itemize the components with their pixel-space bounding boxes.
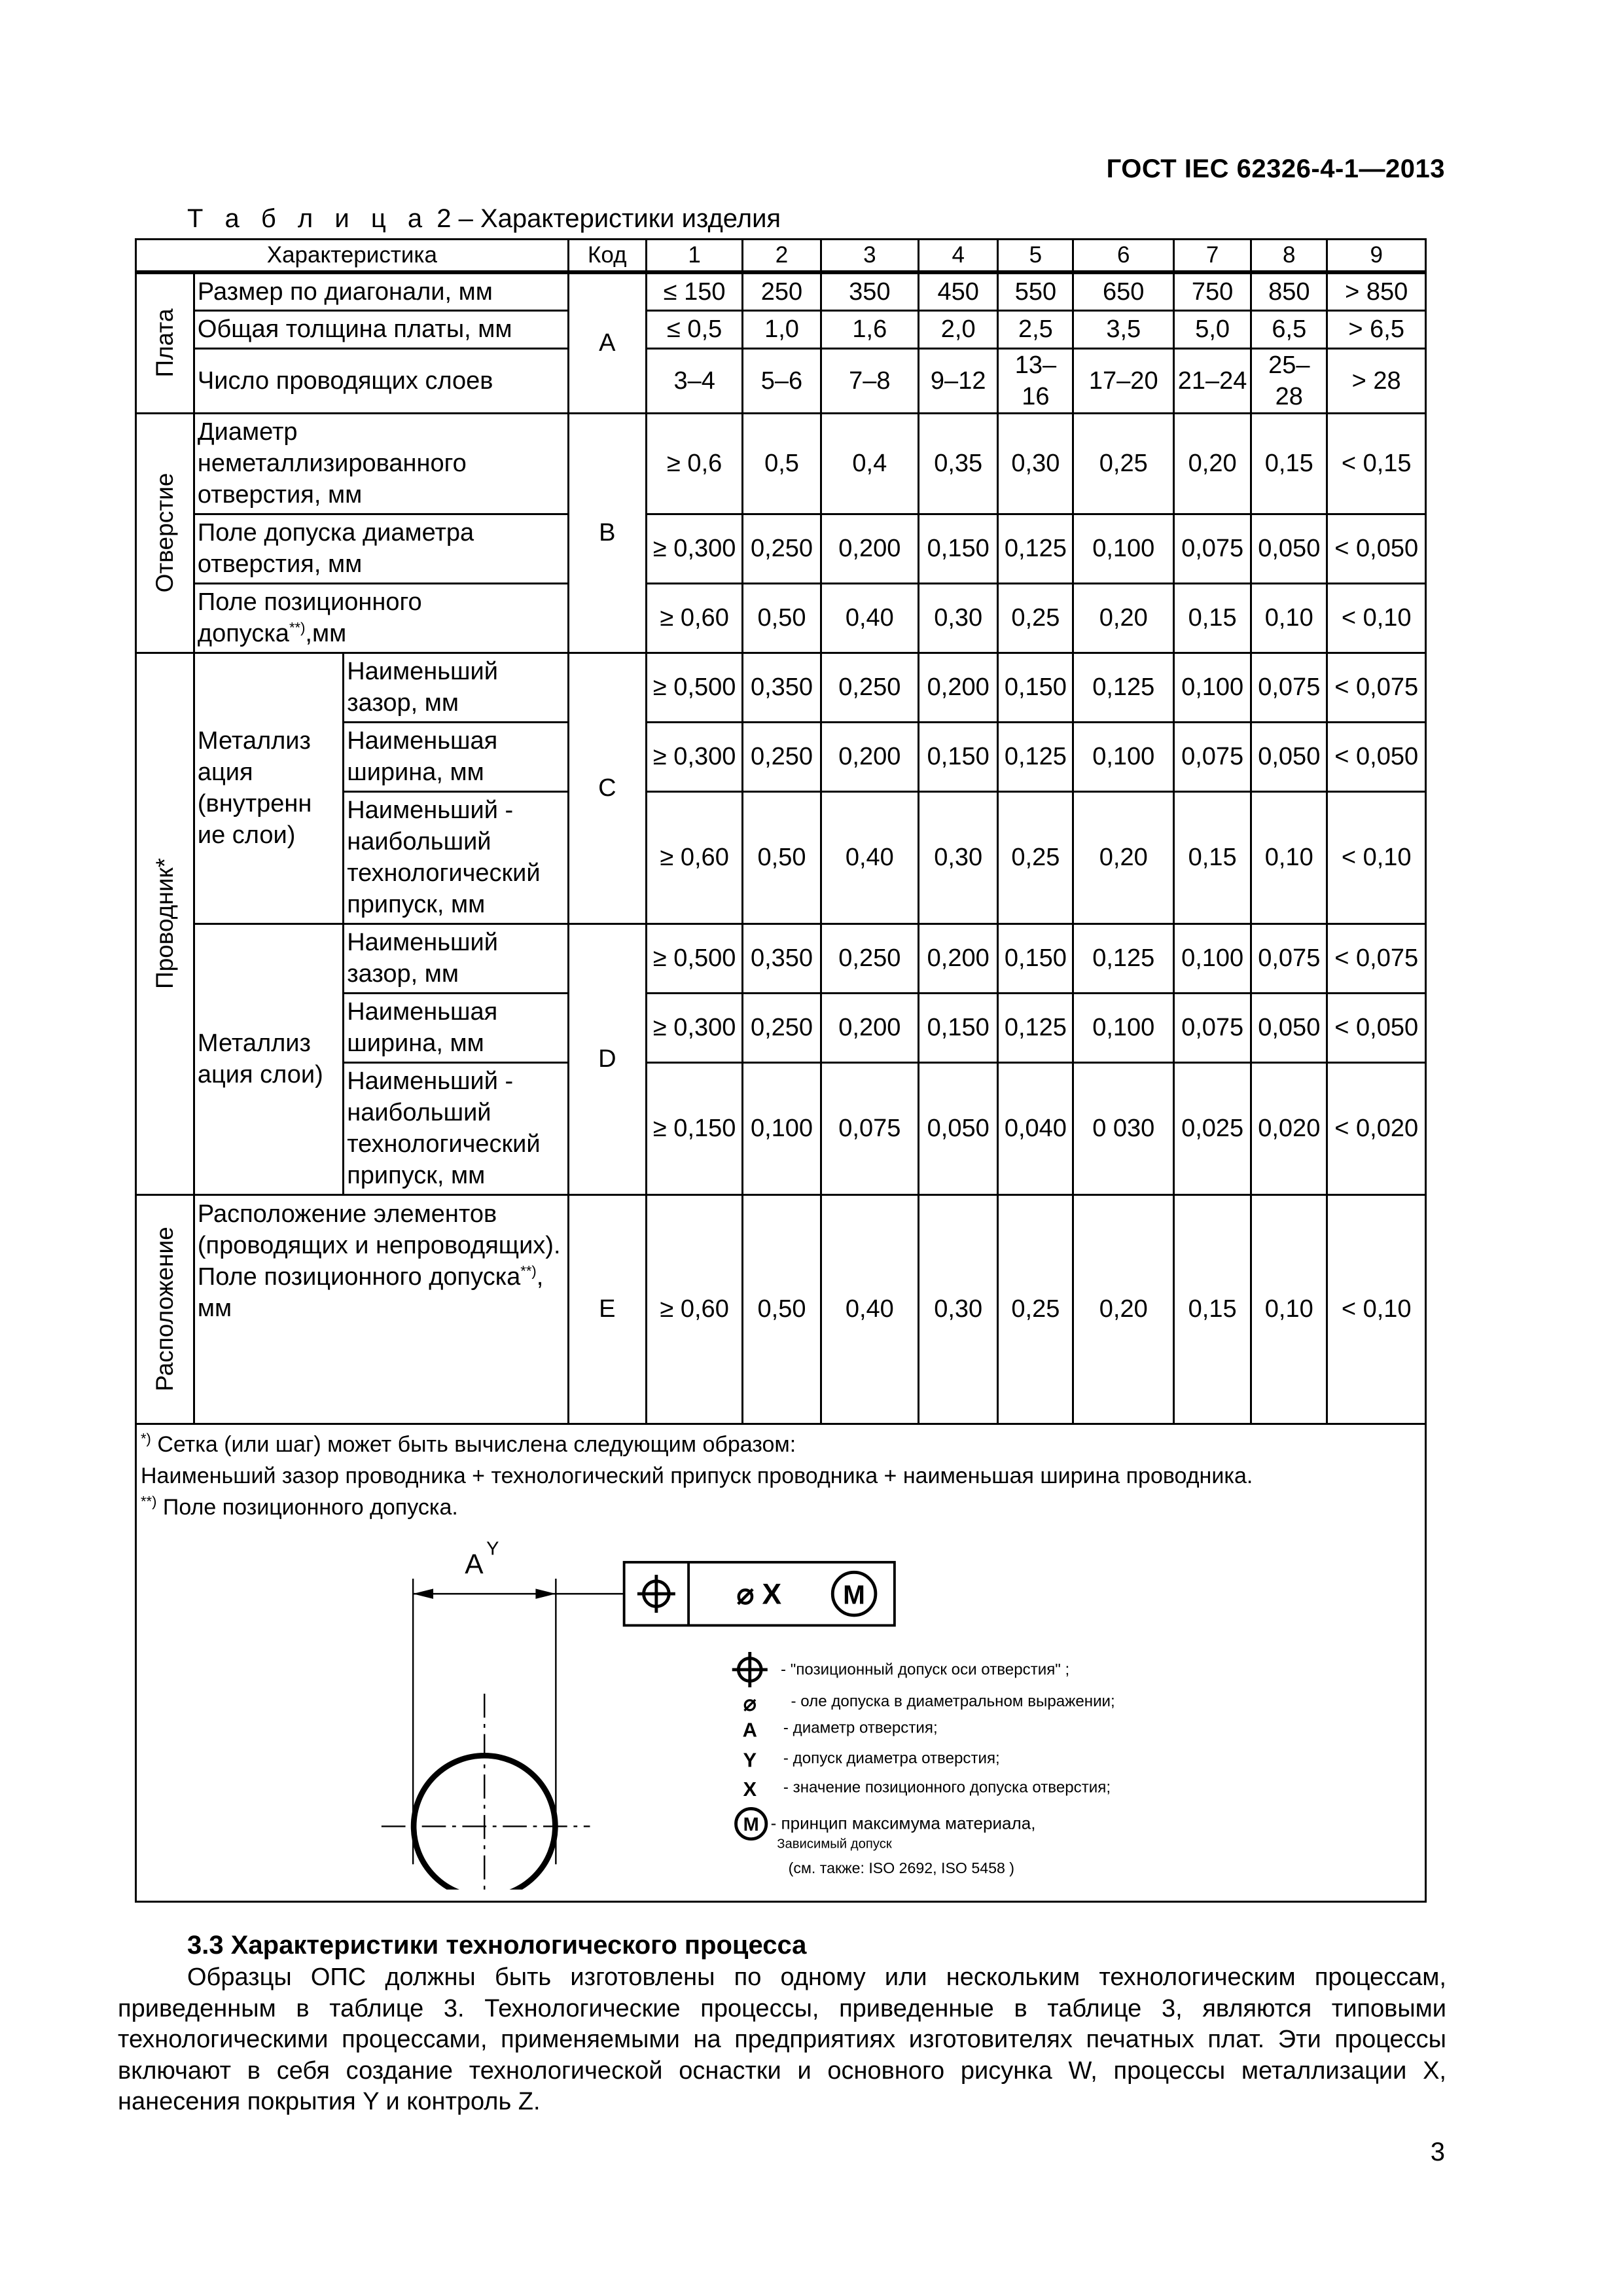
value-cell: 0,075: [1174, 722, 1251, 791]
legend-y-symbol: Y: [743, 1748, 757, 1772]
value-cell: 0,25: [998, 583, 1073, 653]
row-label: Расположение элементов (проводящих и непроводящих). Поле позиционного допуска**), мм: [194, 1194, 568, 1424]
value-cell: < 0,15: [1327, 413, 1426, 514]
value-cell: 0,30: [919, 791, 998, 924]
value-cell: 5–6: [743, 348, 821, 413]
value-cell: 0,050: [919, 1062, 998, 1194]
dimension-arrow-right: [535, 1588, 556, 1598]
legend-a-symbol: A: [742, 1717, 757, 1741]
value-cell: 2,5: [998, 310, 1073, 348]
value-cell: 0,250: [743, 722, 821, 791]
row-label: Общая толщина платы, мм: [194, 310, 568, 348]
group-label-placement: Расположение: [136, 1194, 194, 1424]
value-cell: 0,050: [1251, 514, 1327, 583]
header-level: 7: [1174, 240, 1251, 273]
dimension-label-a: A: [465, 1549, 484, 1580]
value-cell: 0,350: [743, 653, 821, 722]
value-cell: 0,125: [998, 993, 1073, 1062]
value-cell: 5,0: [1174, 310, 1251, 348]
group-label-conductor: Проводник*: [136, 653, 194, 1194]
value-cell: 0,200: [821, 993, 919, 1062]
value-cell: 0,020: [1251, 1062, 1327, 1194]
value-cell: 0,15: [1174, 791, 1251, 924]
value-cell: < 0,10: [1327, 1194, 1426, 1424]
dimension-arrow-left: [413, 1588, 433, 1598]
subgroup-label-inner: Металлиз ация (внутренн ие слои): [194, 653, 343, 924]
value-cell: 0,25: [998, 1194, 1073, 1424]
value-cell: 0,20: [1073, 1194, 1174, 1424]
header-level: 8: [1251, 240, 1327, 273]
value-cell: 0,125: [998, 514, 1073, 583]
footnotes-cell: [136, 1424, 1426, 1901]
value-cell: 25–28: [1251, 348, 1327, 413]
value-cell: < 0,050: [1327, 722, 1426, 791]
value-cell: < 0,075: [1327, 924, 1426, 993]
value-cell: < 0,10: [1327, 583, 1426, 653]
product-characteristics-table: [135, 238, 1427, 1903]
value-cell: 0,150: [919, 722, 998, 791]
row-label: Наименьший зазор, мм: [344, 653, 569, 722]
value-cell: ≥ 0,60: [646, 1194, 742, 1424]
row-label: Число проводящих слоев: [194, 348, 568, 413]
row-label: Наименьший - наибольший технологический припуск, мм: [344, 791, 569, 924]
value-cell: 0,50: [743, 791, 821, 924]
table-header-row: [136, 240, 1426, 273]
value-cell: 13–16: [998, 348, 1073, 413]
value-cell: 0,200: [821, 722, 919, 791]
footnote-1: *) Сетка (или шаг) может быть вычислена следующим образом:: [141, 1430, 796, 1457]
value-cell: ≥ 0,300: [646, 722, 742, 791]
header-level: 1: [646, 240, 742, 273]
value-cell: 0 030: [1073, 1062, 1174, 1194]
frame-modifier-m: M: [843, 1579, 865, 1610]
value-cell: > 28: [1327, 348, 1426, 413]
value-cell: 0,50: [743, 583, 821, 653]
legend-m-subtext: Зависимый допуск: [777, 1836, 892, 1851]
table-caption-title: – Характеристики изделия: [458, 204, 781, 233]
value-cell: 550: [998, 272, 1073, 310]
header-code: Код: [568, 240, 646, 273]
row-label: Поле позиционного допуска**),мм: [194, 583, 568, 653]
value-cell: 3–4: [646, 348, 742, 413]
legend-position-icon: [732, 1651, 768, 1687]
legend-m-symbol: M: [743, 1814, 759, 1835]
value-cell: 9–12: [919, 348, 998, 413]
value-cell: 6,5: [1251, 310, 1327, 348]
section-title: 3.3 Характеристики технологического процесса: [187, 1931, 807, 1960]
header-level: 9: [1327, 240, 1426, 273]
value-cell: < 0,050: [1327, 993, 1426, 1062]
group-label-hole: Отверстие: [136, 413, 194, 653]
value-cell: 0,075: [1251, 653, 1327, 722]
value-cell: ≤ 0,5: [646, 310, 742, 348]
value-cell: 0,4: [821, 413, 919, 514]
value-cell: 3,5: [1073, 310, 1174, 348]
value-cell: < 0,10: [1327, 791, 1426, 924]
position-symbol-icon: [637, 1575, 675, 1613]
value-cell: 0,25: [1073, 413, 1174, 514]
value-cell: 0,20: [1174, 413, 1251, 514]
row-label: Наименьшая ширина, мм: [344, 722, 569, 791]
value-cell: < 0,050: [1327, 514, 1426, 583]
value-cell: 0,125: [1073, 924, 1174, 993]
value-cell: 0,100: [1174, 924, 1251, 993]
row-label: Наименьшая ширина, мм: [344, 993, 569, 1062]
legend-reference: (см. также: ISO 2692, ISO 5458 ): [788, 1859, 1015, 1876]
table-row: [136, 583, 1426, 653]
value-cell: 1,6: [821, 310, 919, 348]
value-cell: 0,100: [1073, 993, 1174, 1062]
value-cell: 250: [743, 272, 821, 310]
row-label: Наименьший зазор, мм: [344, 924, 569, 993]
value-cell: 0,075: [1174, 993, 1251, 1062]
page-number: 3: [1430, 2138, 1445, 2166]
value-cell: 0,200: [919, 924, 998, 993]
value-cell: 0,25: [998, 791, 1073, 924]
legend-m-text: - принцип максимума материала,: [770, 1812, 1036, 1833]
header-level: 5: [998, 240, 1073, 273]
table-caption-number: 2: [437, 204, 452, 233]
code-cell: C: [568, 653, 646, 924]
value-cell: ≥ 0,6: [646, 413, 742, 514]
value-cell: 0,30: [919, 583, 998, 653]
value-cell: 0,150: [998, 653, 1073, 722]
value-cell: 0,150: [919, 993, 998, 1062]
legend-diameter-symbol: ⌀: [743, 1691, 757, 1715]
value-cell: 0,10: [1251, 583, 1327, 653]
value-cell: 0,40: [821, 583, 919, 653]
value-cell: ≥ 0,500: [646, 653, 742, 722]
value-cell: 0,100: [1174, 653, 1251, 722]
value-cell: 21–24: [1174, 348, 1251, 413]
value-cell: ≥ 0,300: [646, 993, 742, 1062]
value-cell: 0,050: [1251, 722, 1327, 791]
document-standard-number: ГОСТ IEC 62326-4-1—2013: [1106, 154, 1445, 183]
value-cell: 0,15: [1251, 413, 1327, 514]
row-label: Наименьший - наибольший технологический припуск, мм: [344, 1062, 569, 1194]
footnote-2: **) Поле позиционного допуска.: [141, 1493, 458, 1520]
value-cell: 0,20: [1073, 791, 1174, 924]
legend-y-text: - допуск диаметра отверстия;: [783, 1749, 1000, 1767]
legend-x-text: - значение позиционного допуска отверстия;: [783, 1778, 1111, 1796]
value-cell: 0,250: [743, 993, 821, 1062]
position-tolerance-figure: [141, 1523, 1423, 1890]
value-cell: ≤ 150: [646, 272, 742, 310]
value-cell: ≥ 0,150: [646, 1062, 742, 1194]
value-cell: 0,125: [998, 722, 1073, 791]
value-cell: 0,075: [1174, 514, 1251, 583]
value-cell: 0,075: [1251, 924, 1327, 993]
legend-x-symbol: X: [743, 1777, 757, 1801]
value-cell: 0,150: [919, 514, 998, 583]
frame-value-diameter-x: ⌀ X: [736, 1578, 782, 1611]
value-cell: 0,40: [821, 1194, 919, 1424]
value-cell: 850: [1251, 272, 1327, 310]
value-cell: 0,50: [743, 1194, 821, 1424]
table-row: [136, 653, 1426, 722]
value-cell: 0,100: [1073, 514, 1174, 583]
value-cell: ≥ 0,60: [646, 791, 742, 924]
header-level: 3: [821, 240, 919, 273]
value-cell: 0,200: [919, 653, 998, 722]
table-caption: [187, 204, 781, 234]
value-cell: 0,075: [821, 1062, 919, 1194]
value-cell: 0,30: [919, 1194, 998, 1424]
header-level: 4: [919, 240, 998, 273]
value-cell: 650: [1073, 272, 1174, 310]
legend-position-text: - "позиционный допуск оси отверстия" ;: [781, 1660, 1070, 1679]
value-cell: 0,350: [743, 924, 821, 993]
table-row: [136, 924, 1426, 993]
table-row: [136, 514, 1426, 583]
legend-a-text: - диаметр отверстия;: [783, 1719, 938, 1737]
value-cell: 17–20: [1073, 348, 1174, 413]
dimension-label-y: Y: [486, 1537, 499, 1559]
value-cell: 0,35: [919, 413, 998, 514]
value-cell: 0,30: [998, 413, 1073, 514]
value-cell: 0,250: [821, 924, 919, 993]
value-cell: > 850: [1327, 272, 1426, 310]
table-row: [136, 1194, 1426, 1424]
value-cell: 0,100: [743, 1062, 821, 1194]
header-characteristic: Характеристика: [136, 240, 569, 273]
table-row: [136, 310, 1426, 348]
value-cell: 350: [821, 272, 919, 310]
code-cell: A: [568, 272, 646, 413]
row-label: Размер по диагонали, мм: [194, 272, 568, 310]
value-cell: 0,025: [1174, 1062, 1251, 1194]
code-cell: E: [568, 1194, 646, 1424]
value-cell: < 0,075: [1327, 653, 1426, 722]
table-row: [136, 272, 1426, 310]
value-cell: 0,200: [821, 514, 919, 583]
value-cell: 2,0: [919, 310, 998, 348]
value-cell: < 0,020: [1327, 1062, 1426, 1194]
value-cell: 1,0: [743, 310, 821, 348]
row-label: Поле допуска диаметра отверстия, мм: [194, 514, 568, 583]
table-row: [136, 413, 1426, 514]
code-cell: B: [568, 413, 646, 653]
value-cell: 7–8: [821, 348, 919, 413]
value-cell: 0,5: [743, 413, 821, 514]
value-cell: 0,10: [1251, 791, 1327, 924]
value-cell: 0,125: [1073, 653, 1174, 722]
value-cell: 0,15: [1174, 1194, 1251, 1424]
value-cell: 0,250: [743, 514, 821, 583]
value-cell: 750: [1174, 272, 1251, 310]
table-caption-prefix: Т а б л и ц а: [187, 204, 430, 233]
legend-diameter-text: - оле допуска в диаметральном выражении;: [791, 1692, 1115, 1710]
value-cell: 0,40: [821, 791, 919, 924]
subgroup-label-outer: Металлиз ация слои): [194, 924, 343, 1194]
group-label-plate: Плата: [136, 272, 194, 413]
value-cell: 0,20: [1073, 583, 1174, 653]
header-level: 2: [743, 240, 821, 273]
code-cell: D: [568, 924, 646, 1194]
footnote-1-formula: Наименьший зазор проводника + технологический припуск проводника + наименьшая ширина проводника.: [141, 1463, 1253, 1488]
value-cell: 0,250: [821, 653, 919, 722]
value-cell: 450: [919, 272, 998, 310]
table-row: [136, 348, 1426, 413]
header-level: 6: [1073, 240, 1174, 273]
value-cell: 0,15: [1174, 583, 1251, 653]
value-cell: ≥ 0,60: [646, 583, 742, 653]
value-cell: 0,040: [998, 1062, 1073, 1194]
footnote-row: [136, 1424, 1426, 1901]
row-label: Диаметр неметаллизированного отверстия, мм: [194, 413, 568, 514]
value-cell: 0,150: [998, 924, 1073, 993]
value-cell: ≥ 0,300: [646, 514, 742, 583]
value-cell: ≥ 0,500: [646, 924, 742, 993]
value-cell: 0,10: [1251, 1194, 1327, 1424]
value-cell: 0,100: [1073, 722, 1174, 791]
value-cell: > 6,5: [1327, 310, 1426, 348]
value-cell: 0,050: [1251, 993, 1327, 1062]
section-paragraph: Образцы ОПС должны быть изготовлены по одному или нескольким технологическим процессам, приведенным в таблице 3. Технологические процессы, приведенные в таблице 3, являются типовыми технологическими процессами, применяемыми на предприятиях изготовителях печатных плат. Эти процессы включают в себя создание технологической оснастки и основного рисунка W, процессы металлизации X, нанесения покрытия Y и контроль Z.: [118, 1964, 1446, 2115]
